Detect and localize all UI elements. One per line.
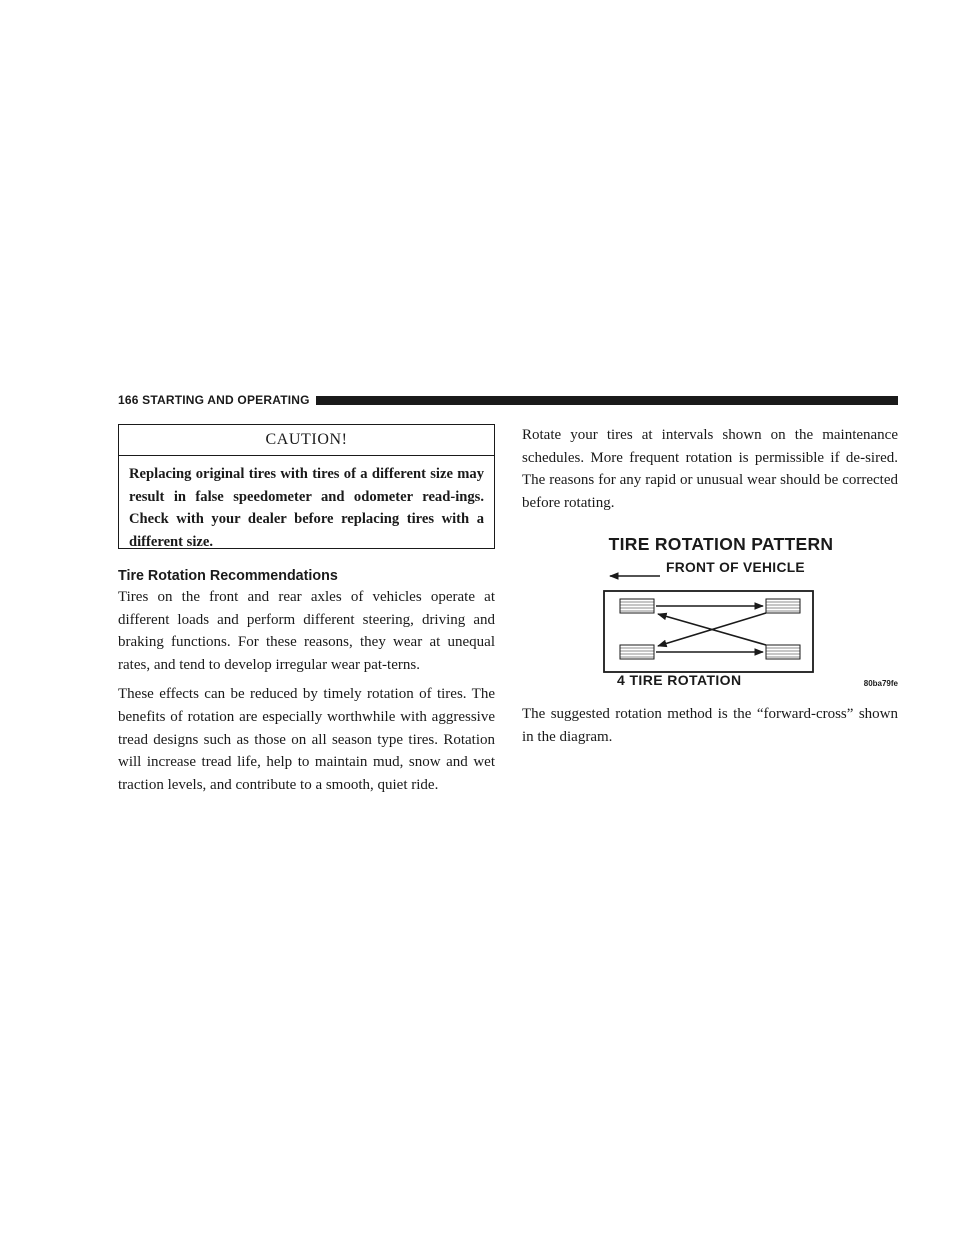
paragraph-forward-cross: The suggested rotation method is the “forward-cross” shown in the diagram. bbox=[522, 706, 898, 745]
rotation-diagram-graphic bbox=[522, 534, 898, 684]
diagram-caption: 4 TIRE ROTATION bbox=[617, 672, 742, 689]
tire-front-left-icon bbox=[620, 599, 654, 613]
diagram-title: TIRE ROTATION PATTERN bbox=[608, 534, 834, 555]
caution-text: Replacing original tires with tires of a different size may result in false speedometer and odometer read-ings. Check with your dealer before replacing tires with a different size. bbox=[129, 466, 484, 551]
page-header bbox=[118, 392, 898, 408]
caution-box bbox=[118, 424, 495, 549]
front-of-vehicle-label: FRONT OF VEHICLE bbox=[666, 560, 805, 576]
paragraph-wear-reasons: Tires on the front and rear axles of vehicles operate at different loads and perform different steering, driving and braking functions. For these reasons, they wear at unequal rates, and tend to develop irregular wear pat-terns. bbox=[118, 589, 495, 673]
header-rule bbox=[316, 396, 898, 405]
tire-rear-left-icon bbox=[620, 645, 654, 659]
page-number-section: 166 STARTING AND OPERATING bbox=[118, 393, 310, 407]
tire-rear-right-icon bbox=[766, 645, 800, 659]
tire-rotation-diagram bbox=[522, 534, 898, 689]
paragraph-rotation-benefits: These effects can be reduced by timely rotation of tires. The benefits of rotation are especially worthwhile with aggressive tread designs such as those on all season type tires. Rotation will increase tread life, help to maintain mud, snow and wet traction levels, and contribute to a smooth, quiet ride. bbox=[118, 686, 495, 793]
right-column bbox=[522, 424, 898, 749]
paragraph-rotation-intervals: Rotate your tires at intervals shown on the maintenance schedules. More frequent rotation is permissible if de-sired. The reasons for any rapid or unusual wear should be corrected before rotating. bbox=[522, 427, 898, 511]
figure-code: 80ba79fe bbox=[863, 679, 898, 689]
caution-title: CAUTION! bbox=[119, 425, 494, 456]
tire-front-right-icon bbox=[766, 599, 800, 613]
left-column bbox=[118, 424, 495, 796]
section-heading: Tire Rotation Recommendations bbox=[118, 568, 338, 584]
